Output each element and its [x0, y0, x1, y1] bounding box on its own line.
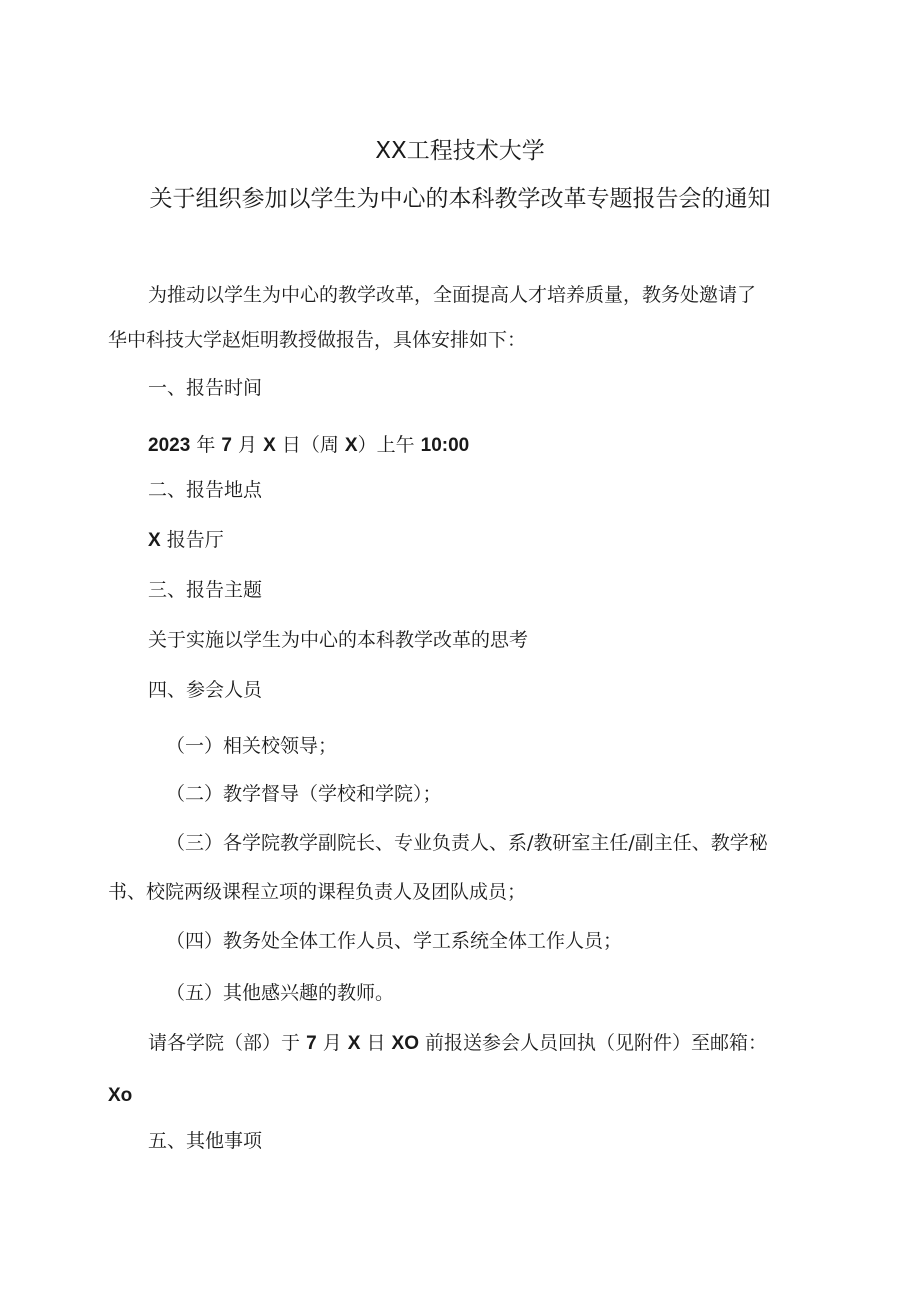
attendee-item-3-line-1: （三）各学院教学副院长、专业负责人、系/教研室主任/副主任、教学秘 — [166, 832, 768, 854]
location-heading: 二、报告地点 — [148, 479, 263, 501]
attendee-item-3-line-2: 书、校院两级课程立项的课程负责人及团队成员； — [108, 881, 527, 903]
attendee-item-4: （四）教务处全体工作人员、学工系统全体工作人员； — [166, 930, 623, 952]
notice-title: 关于组织参加以学生为中心的本科教学改革专题报告会的通知 — [149, 186, 771, 212]
time-heading: 一、报告时间 — [148, 377, 263, 399]
time-value: 2023 年 7 月 X 日（周 X）上午 10:00 — [148, 434, 470, 456]
university-title: XX工程技术大学 — [375, 138, 545, 164]
day: X — [263, 435, 276, 456]
attendee-item-2: （二）教学督导（学校和学院）； — [166, 783, 442, 805]
submit-day: X — [347, 1033, 361, 1054]
attendees-heading: 四、参会人员 — [148, 679, 263, 701]
attendee-item-5: （五）其他感兴趣的教师。 — [166, 982, 395, 1004]
year: 2023 — [148, 435, 191, 456]
topic-text: 关于实施以学生为中心的本科教学改革的思考 — [148, 629, 529, 651]
other-heading: 五、其他事项 — [148, 1130, 263, 1152]
intro-line-2: 华中科技大学赵炬明教授做报告，具体安排如下： — [108, 329, 527, 351]
submit-instruction: 请各学院（部）于 7 月 X 日 XO 前报送参会人员回执（见附件）至邮箱： — [148, 1032, 768, 1054]
email-value: Xo — [108, 1085, 133, 1106]
month: 7 — [221, 435, 232, 456]
clock: 10:00 — [420, 435, 470, 456]
attendee-item-1: （一）相关校领导； — [166, 735, 338, 757]
submit-code: XO — [391, 1033, 419, 1054]
hall-name: 报告厅 — [166, 529, 224, 551]
weekday: X — [344, 435, 358, 456]
hall-code: X — [148, 530, 161, 551]
location-value — [148, 527, 224, 554]
topic-heading: 三、报告主题 — [148, 579, 263, 601]
submit-month: 7 — [306, 1033, 317, 1054]
intro-line-1: 为推动以学生为中心的教学改革，全面提高人才培养质量，教务处邀请了 — [148, 284, 757, 306]
